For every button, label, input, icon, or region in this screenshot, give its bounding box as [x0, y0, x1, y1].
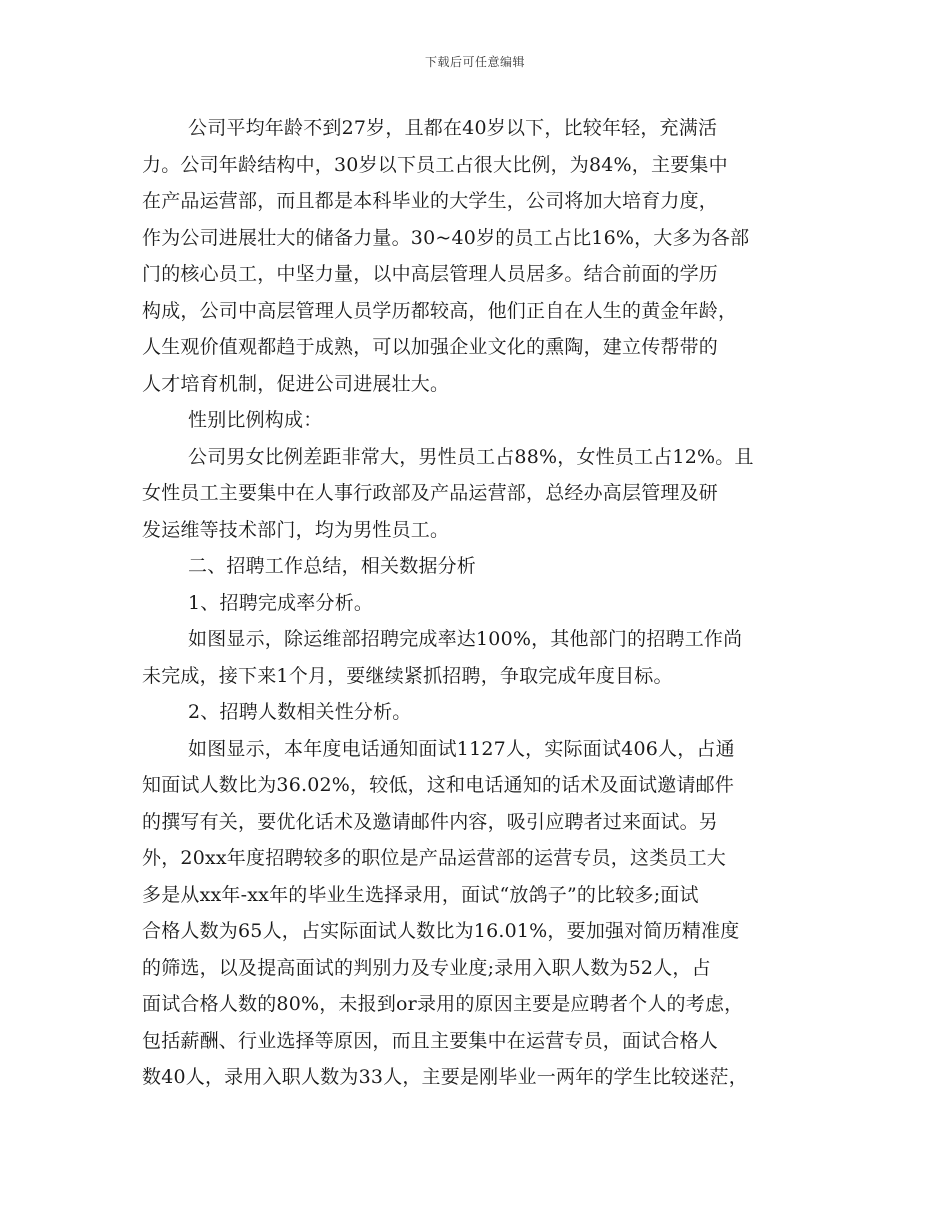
text-line: 女性员工主要集中在人事行政部及产品运营部，总经办高层管理及研	[142, 482, 719, 504]
text-line: 外，20xx年度招聘较多的职位是产品运营部的运营专员，这类员工大	[142, 847, 727, 869]
text-line: 性别比例构成：	[188, 409, 323, 431]
text-line: 构成，公司中高层管理人员学历都较高，他们正自在人生的黄金年龄，	[142, 299, 738, 322]
text-line: 数40人，录用入职人数为33人，主要是刚毕业一两年的学生比较迷茫，	[142, 1066, 748, 1088]
text-line: 如图显示，本年度电话通知面试1127人，实际面试406人，占通	[188, 737, 735, 760]
text-line: 人才培育机制，促进公司进展壮大。	[142, 372, 450, 395]
text-line: 多是从xx年-xx年的毕业生选择录用，面试“放鸽子”的比较多;面试	[142, 883, 699, 906]
text-line: 公司男女比例差距非常大，男性员工占88%，女性员工占12%。且	[188, 445, 754, 468]
text-line: 公司平均年龄不到27岁，且都在40岁以下，比较年轻，充满活	[188, 117, 718, 139]
text-line: 2、招聘人数相关性分析。	[188, 701, 412, 723]
text-line: 合格人数为65人，占实际面试人数比为16.01%，要加强对简历精准度	[142, 920, 740, 942]
text-line: 门的核心员工，中坚力量，以中高层管理人员居多。结合前面的学历	[142, 263, 719, 285]
text-line: 的筛选，以及提高面试的判别力及专业度;录用入职人数为52人，占	[142, 956, 711, 979]
text-line: 二、招聘工作总结，相关数据分析	[188, 555, 477, 577]
text-line: 的撰写有关，要优化话术及邀请邮件内容，吸引应聘者过来面试。另	[142, 810, 719, 833]
text-line: 人生观价值观都趋于成熟，可以加强企业文化的熏陶，建立传帮带的	[142, 336, 719, 358]
text-line: 知面试人数比为36.02%，较低，这和电话通知的话术及面试邀请邮件	[142, 774, 735, 796]
text-line: 如图显示，除运维部招聘完成率达100%，其他部门的招聘工作尚	[188, 628, 743, 650]
text-line: 包括薪酬、行业选择等原因，而且主要集中在运营专员，面试合格人	[142, 1029, 719, 1052]
text-line: 作为公司进展壮大的储备力量。30~40岁的员工占比16%，大多为各部	[142, 226, 750, 249]
text-line: 在产品运营部，而且都是本科毕业的大学生，公司将加大培育力度，	[142, 190, 719, 212]
text-line: 1、招聘完成率分析。	[188, 591, 374, 614]
text-line: 未完成，接下来1个月，要继续紧抓招聘，争取完成年度目标。	[142, 664, 673, 687]
page-header: 下载后可任意编辑	[424, 55, 525, 69]
text-line: 面试合格人数的80%，未报到or录用的原因主要是应聘者个人的考虑，	[142, 993, 744, 1015]
text-line: 力。公司年龄结构中，30岁以下员工占很大比例，为84%，主要集中	[142, 153, 728, 176]
text-line: 发运维等技术部门，均为男性员工。	[142, 518, 450, 541]
document-body	[142, 110, 832, 1096]
